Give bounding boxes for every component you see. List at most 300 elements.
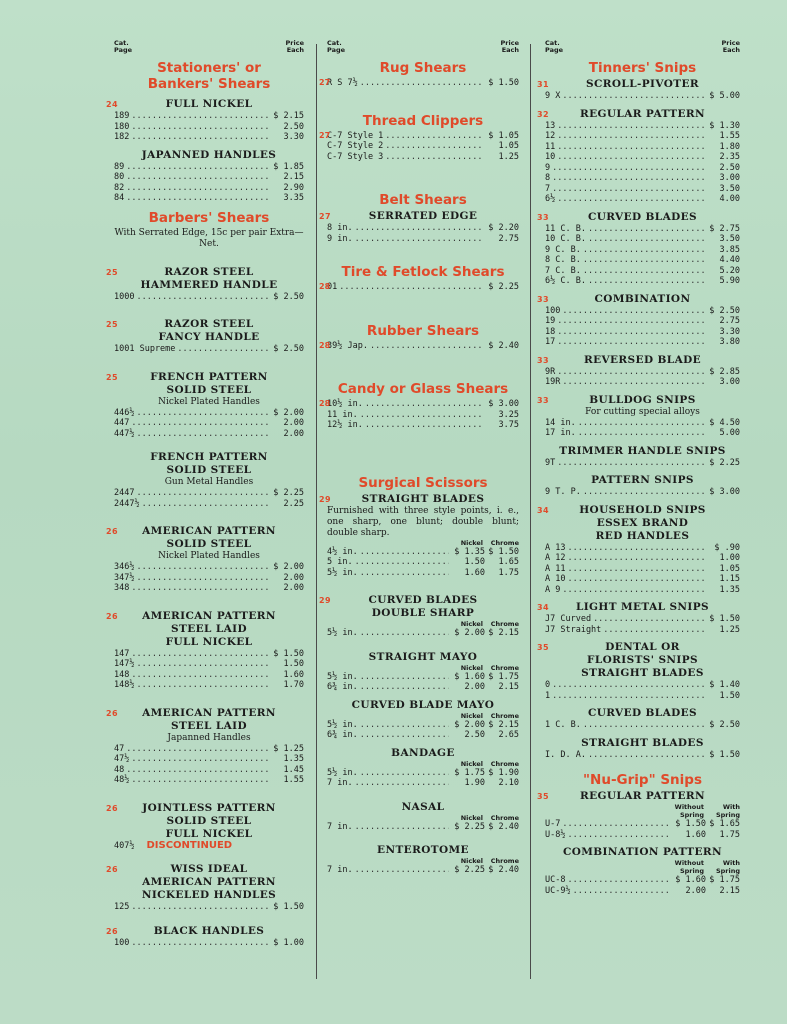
- price-row: [114, 193, 304, 204]
- price-row: [545, 819, 740, 830]
- subsection-title: COMBINATION PATTERN: [562, 846, 723, 858]
- price: 2.25: [283, 498, 304, 509]
- dot-leader: [552, 680, 704, 691]
- catalog-number: 11 in.: [327, 409, 358, 420]
- price-chrome: $ 2.40: [488, 821, 519, 832]
- dot-leader: [131, 122, 268, 133]
- price: 1.50: [283, 659, 304, 669]
- price-nickel: $ 1.75: [454, 767, 485, 778]
- catalog-number: 48½: [114, 775, 130, 785]
- catalog-number: A 11: [545, 563, 566, 574]
- price: 3.35: [283, 193, 304, 203]
- price-row: [114, 183, 304, 194]
- price-row: [545, 163, 740, 174]
- catalog-number: 447½: [114, 428, 135, 439]
- price-nickel: 1.60: [685, 829, 706, 840]
- price-row: [327, 78, 519, 89]
- section-title: Rug Shears: [379, 60, 467, 76]
- subsection-title: 33 REVERSED BLADE: [537, 353, 702, 366]
- price: 1.05: [719, 563, 740, 574]
- column-header: Cat. Page Price Each: [114, 39, 304, 54]
- dot-leader: [385, 131, 483, 142]
- dot-leader: [588, 234, 704, 245]
- price: 2.00: [283, 418, 304, 428]
- price-row: [327, 420, 519, 431]
- catalog-number: 17: [545, 337, 556, 347]
- price-row: [327, 768, 519, 779]
- price: $ 2.75: [709, 223, 740, 234]
- price-row: [327, 223, 519, 234]
- catalog-number: A 10: [545, 574, 566, 584]
- price-row: [327, 152, 519, 163]
- catalog-number: 7 in.: [327, 821, 353, 832]
- price: 3.30: [719, 326, 740, 337]
- price-row: [114, 670, 304, 681]
- price-row: [545, 377, 740, 388]
- section-title: Tire & Fetlock Shears: [341, 264, 505, 280]
- catalog-number: 12: [545, 131, 556, 141]
- price: 3.25: [498, 409, 519, 420]
- catalog-number: 17 in.: [545, 428, 576, 438]
- subsection-title: CURVED BLADE MAYO: [351, 698, 495, 711]
- dot-leader: [360, 78, 483, 89]
- price: $ 2.50: [709, 720, 740, 730]
- dot-leader: [360, 628, 449, 639]
- price-row: [545, 691, 740, 702]
- subsection-title: STRAIGHT MAYO: [368, 650, 478, 663]
- price-row: [114, 583, 304, 594]
- price-row: [114, 344, 304, 355]
- dot-leader: [552, 173, 704, 184]
- dot-leader: [365, 420, 483, 431]
- catalog-number: 125: [114, 902, 130, 912]
- catalog-number: 347½: [114, 572, 135, 583]
- catalog-number: 182: [114, 132, 130, 142]
- dot-leader: [355, 778, 449, 789]
- dot-leader: [567, 875, 670, 886]
- price: 5.00: [719, 428, 740, 438]
- catalog-number: 7 in.: [327, 778, 353, 788]
- price-row: [545, 142, 740, 153]
- price-chrome: $ 1.65: [709, 819, 740, 829]
- price-chrome: $ 2.40: [488, 865, 519, 875]
- dot-leader: [360, 568, 449, 579]
- catalog-number: 100: [114, 937, 130, 948]
- dot-leader: [136, 680, 268, 691]
- dot-leader: [593, 614, 704, 625]
- dot-leader: [562, 306, 704, 317]
- dot-leader: [126, 162, 268, 173]
- catalog-number: 0: [545, 680, 551, 690]
- catalog-number: 2447: [114, 488, 135, 498]
- dot-leader: [552, 691, 704, 702]
- price-row: [545, 625, 740, 636]
- price-row: [545, 121, 740, 132]
- dot-leader: [136, 488, 268, 499]
- column-header: Cat. Page Price Each: [545, 39, 740, 54]
- price-nickel: 2.00: [464, 682, 485, 692]
- price-row: [545, 428, 740, 439]
- dot-leader: [557, 337, 704, 348]
- price-chrome: 1.75: [719, 829, 740, 840]
- dot-leader: [385, 152, 483, 163]
- price-row: [114, 680, 304, 691]
- dot-leader: [142, 499, 268, 510]
- dot-leader: [131, 418, 268, 429]
- subsection-title: NASAL: [401, 800, 445, 813]
- catalog-number: 13: [545, 120, 556, 131]
- dot-leader: [370, 341, 483, 352]
- section-title: Belt Shears: [379, 192, 467, 208]
- catalog-number: 148½: [114, 680, 135, 690]
- catalog-number: A 12: [545, 553, 566, 563]
- dot-leader: [567, 574, 704, 585]
- price-row: [114, 418, 304, 429]
- catalog-number: 348: [114, 583, 130, 593]
- price: $ 2.15: [273, 111, 304, 121]
- price-nickel: $ 1.35: [454, 546, 485, 557]
- dot-leader: [131, 132, 268, 143]
- price-row: [545, 316, 740, 327]
- dot-leader: [567, 564, 704, 575]
- price: $ 2.50: [709, 305, 740, 316]
- price-row: [545, 194, 740, 205]
- dot-leader: [360, 672, 449, 683]
- price-row: [545, 564, 740, 575]
- catalog-number: 84: [114, 193, 125, 203]
- price-row: [545, 886, 740, 897]
- catalog-number: 447: [114, 418, 130, 428]
- subsection-title: 26 JOINTLESS PATTERN SOLID STEEL FULL NICKEL: [106, 801, 276, 840]
- dot-leader: [355, 822, 449, 833]
- price-row: [114, 292, 304, 303]
- dot-leader: [126, 744, 268, 755]
- price-row: [327, 341, 519, 352]
- dot-leader: [131, 754, 268, 765]
- price: 2.75: [498, 233, 519, 244]
- dot-leader: [583, 720, 704, 731]
- subsection-title: 35 REGULAR PATTERN: [537, 790, 706, 802]
- price-chrome: 2.15: [498, 682, 519, 692]
- catalog-number: 148: [114, 669, 130, 680]
- price-row: [545, 585, 740, 596]
- price: 5.20: [719, 265, 740, 276]
- catalog-number: UC-9½: [545, 885, 571, 896]
- dot-leader: [136, 408, 268, 419]
- price-row: [114, 775, 304, 786]
- subsection-title: ENTEROTOME: [377, 844, 469, 856]
- price-row: [545, 224, 740, 235]
- subsection-title: 34 HOUSEHOLD SNIPS ESSEX BRAND RED HANDLES: [537, 503, 706, 542]
- price: 1.70: [283, 680, 304, 690]
- catalog-number: 7 in.: [327, 865, 353, 875]
- dot-leader: [552, 184, 704, 195]
- catalog-number: 6½: [545, 194, 556, 204]
- price-row: [327, 399, 519, 410]
- dot-leader: [136, 659, 268, 670]
- price-chrome: 1.65: [498, 557, 519, 567]
- price-row: [114, 429, 304, 440]
- subsection-title: STRAIGHT BLADES: [581, 736, 704, 749]
- note: With Serrated Edge, 15c per pair Extra—Net.: [114, 227, 304, 249]
- price: 1.50: [719, 690, 740, 701]
- price-chrome: $ 1.75: [488, 671, 519, 682]
- dot-leader: [360, 410, 483, 421]
- price: $ 2.00: [273, 562, 304, 572]
- catalog-number: 6¾ in.: [327, 682, 358, 692]
- price: 3.00: [719, 173, 740, 183]
- price: $ .90: [714, 542, 740, 553]
- subsection-title: CURVED BLADES: [587, 707, 698, 719]
- catalog-number: 11: [545, 141, 556, 152]
- price-row: 407½ DISCONTINUED: [114, 839, 233, 851]
- price-row: [114, 499, 304, 510]
- note: Furnished with three style points, i. e., one sharp, one blunt; double blunt; double sharp.: [327, 505, 519, 538]
- price-row: [327, 141, 519, 152]
- price: $ 2.00: [273, 407, 304, 418]
- catalog-number: 80: [114, 172, 125, 182]
- price-row: [327, 672, 519, 683]
- price: $ 2.50: [273, 291, 304, 302]
- price-row: [545, 131, 740, 142]
- catalog-number: 1: [545, 690, 551, 701]
- catalog-number: 180: [114, 121, 130, 132]
- price-nickel: $ 1.60: [454, 671, 485, 682]
- price-row: [327, 865, 519, 876]
- price: $ 1.00: [273, 937, 304, 948]
- dot-leader: [573, 886, 670, 897]
- dot-leader: [355, 234, 483, 245]
- price: 1.35: [283, 754, 304, 764]
- catalog-number: 4½ in.: [327, 546, 358, 557]
- section-title: Stationers' or Bankers' Shears: [147, 60, 271, 92]
- price: $ 2.25: [273, 488, 304, 498]
- subsection-title: 33 BULLDOG SNIPS: [537, 393, 696, 406]
- dot-leader: [552, 163, 704, 174]
- dot-leader: [557, 131, 704, 142]
- discontinued-label: DISCONTINUED: [146, 839, 233, 851]
- subsection-title: 29 CURVED BLADES DOUBLE SHARP: [319, 594, 478, 619]
- dot-leader: [588, 750, 704, 761]
- dot-leader: [583, 487, 704, 498]
- catalog-number: 14 in.: [545, 417, 576, 428]
- price-row: [327, 682, 519, 693]
- price-row: [545, 543, 740, 554]
- dot-leader: [583, 266, 704, 277]
- price-chrome: 2.15: [719, 885, 740, 896]
- catalog-number: 39½ Jap.: [327, 340, 368, 351]
- subsection-title: PATTERN SNIPS: [591, 474, 694, 486]
- column-divider: [530, 44, 531, 979]
- price-nickel: $ 1.50: [675, 819, 706, 829]
- subsection-title: BANDAGE: [391, 746, 455, 759]
- dot-leader: [131, 111, 268, 122]
- subsection-title: JAPANNED HANDLES: [141, 148, 277, 161]
- catalog-number: 11 C. B.: [545, 223, 586, 234]
- price: $ 3.00: [488, 399, 519, 409]
- catalog-number: 2447½: [114, 498, 140, 509]
- dot-leader: [588, 224, 704, 235]
- price-chrome: $ 1.75: [709, 875, 740, 885]
- dot-leader: [131, 902, 268, 913]
- dot-leader: [562, 819, 670, 830]
- price-row: [545, 152, 740, 163]
- price-row: [545, 173, 740, 184]
- price-row: [545, 418, 740, 429]
- price-chrome: 2.65: [498, 730, 519, 740]
- price-row: [327, 730, 519, 741]
- dot-leader: [136, 562, 268, 573]
- column-3: Cat. Page Price Each Tinners' Snips 31 SCROLL-PIVOTER 9 X ..... $ 5.00 32 REGULAR PATTERN 13 ..... $ 1.30 12 ..... 1.55 11 ..... 1.80 10 ..... 2.35 9 ..... 2.50 8 ..... 3.00 7 ..... 3.50 6½ ..... 4.00 33 CURVED BLADES 11 C. B. ..... $ 2.75 10 C. B. ..... 3.50 9 C. B. ..... 3.85 8 C. B. ..... 4.40 7 C. B. ..... 5.20 6½ C. B. ..... 5.90 33 COMBINATION 100 ..... $ 2.50 19 ..... 2.75 18 ..... 3.30 17 ..... 3.80 33 REVERSED BLADE 9R ..... $ 2.85 19R ..... 3.00 33 BULLDOG SNIPS For cutting special alloys 14 in. ..... $ 4.50 17 in. ..... 5.00 TRIMMER HANDLE SNIPS 9T ..... $ 2.25 PATTERN SNIPS 9 T. P. ..... $ 3.00 34 HOUSEHOLD SNIPS ESSEX BRAND RED HANDLES A 13 ..... $ .90 A 12 ..... 1.00 A 11 ..... 1.05 A 10 ..... 1.15 A 9 ..... 1.35 34 LIGHT METAL SNIPS J7 Curved ..... $ 1.50 J7 Straight ..... 1.25 35 DENTAL OR FLORISTS' SNIPS STRAIGHT BLADES 0 ..... $ 1.40 1 ..... 1.50 CURVED BLADES 1 C. B. ..... $ 2.50 STRAIGHT BLADES I. D. A. ..... $ 1.50 "Nu-Grip" Snips 35 REGULAR PATTERN Without With Spring Spring U-7 ..... $ 1.50 $ 1.65 U-8½ ..... 1.60 1.75 COMBINATION PATTERN Without With Spring Spring UC-8 ..... $ 1.60 $ 1.75 UC-9½ ..... 2.00 2.15: [545, 40, 740, 896]
- catalog-number: U-8½: [545, 829, 566, 840]
- dot-leader: [126, 172, 268, 183]
- section-title: "Nu-Grip" Snips: [583, 772, 702, 788]
- price: $ 1.05: [488, 130, 519, 141]
- dot-leader: [557, 458, 704, 469]
- price: 2.00: [283, 572, 304, 583]
- dot-leader: [131, 670, 268, 681]
- price-nickel: $ 2.00: [454, 719, 485, 730]
- dot-leader: [562, 377, 704, 388]
- price-row: [327, 628, 519, 639]
- catalog-number: 9: [545, 162, 551, 173]
- subsection-title: 25 RAZOR STEEL HAMMERED HANDLE: [106, 265, 278, 291]
- price: 2.90: [283, 182, 304, 193]
- catalog-number: 47: [114, 743, 125, 754]
- catalog-number: 47½: [114, 754, 130, 764]
- catalog-number: 10: [545, 152, 556, 162]
- dot-leader: [131, 938, 268, 949]
- section-title: Tinners' Snips: [588, 60, 697, 76]
- price-row: [545, 255, 740, 266]
- dot-leader: [131, 775, 268, 786]
- dot-leader: [588, 276, 704, 287]
- catalog-number: 12½ in.: [327, 420, 363, 430]
- dot-leader: [562, 585, 704, 596]
- price: $ 1.40: [709, 680, 740, 690]
- column-divider: [316, 44, 317, 979]
- subsection-title: 27 SERRATED EDGE: [319, 210, 478, 222]
- price-row: [545, 367, 740, 378]
- subsection-title: 26 WISS IDEAL AMERICAN PATTERN NICKELED HANDLES: [106, 863, 277, 901]
- price-row: [114, 754, 304, 765]
- price-row: [327, 234, 519, 245]
- catalog-number: 8 in.: [327, 223, 353, 233]
- catalog-number: 48: [114, 764, 125, 775]
- catalog-number: 100: [545, 305, 561, 316]
- dot-leader: [360, 720, 449, 731]
- dot-leader: [177, 344, 268, 355]
- dot-leader: [360, 768, 449, 779]
- price: 3.50: [719, 234, 740, 244]
- price-row: [545, 680, 740, 691]
- price-chrome: 1.75: [498, 567, 519, 578]
- price-row: [327, 822, 519, 833]
- price: 1.25: [719, 624, 740, 635]
- catalog-number: 9R: [545, 366, 556, 377]
- price: 1.00: [719, 553, 740, 563]
- price-row: [114, 744, 304, 755]
- price-row: [327, 131, 519, 142]
- price-row: [327, 568, 519, 579]
- price-row: [545, 327, 740, 338]
- catalog-number: I. D. A.: [545, 749, 586, 760]
- price-row: [545, 458, 740, 469]
- subsection-title: 32 REGULAR PATTERN: [537, 107, 706, 120]
- dot-leader: [562, 91, 704, 102]
- catalog-number: 01: [327, 282, 338, 292]
- catalog-number: R S 7½: [327, 78, 358, 88]
- subsection-title: 26 BLACK HANDLES: [106, 924, 265, 937]
- price-row: [545, 875, 740, 886]
- price: $ 4.50: [709, 417, 740, 428]
- price-nickel: $ 1.60: [675, 875, 706, 885]
- price: 2.75: [719, 316, 740, 326]
- dot-leader: [567, 553, 704, 564]
- catalog-number: UC-8: [545, 875, 566, 885]
- subsection-title: 26 AMERICAN PATTERN STEEL LAID FULL NICKEL: [106, 609, 276, 648]
- catalog-number: 8 C. B.: [545, 255, 581, 265]
- dot-leader: [126, 765, 268, 776]
- price-row: [545, 184, 740, 195]
- price: $ 2.50: [273, 344, 304, 354]
- catalog-number: 5 in.: [327, 557, 353, 567]
- dot-leader: [355, 223, 483, 234]
- price: 3.50: [719, 183, 740, 194]
- catalog-number: C-7 Style 2: [327, 141, 384, 151]
- price-row: [114, 122, 304, 133]
- price-nickel: $ 2.25: [454, 821, 485, 832]
- price-row: [327, 557, 519, 568]
- section-title: Candy or Glass Shears: [337, 381, 509, 397]
- section-title: Barbers' Shears: [148, 209, 270, 226]
- price-row: [545, 245, 740, 256]
- catalog-number: 89: [114, 161, 125, 172]
- price-row: [545, 266, 740, 277]
- dot-leader: [365, 399, 483, 410]
- price: 1.80: [719, 141, 740, 152]
- catalog-number: J7 Curved: [545, 614, 592, 624]
- catalog-number: A 9: [545, 584, 561, 595]
- price: 3.80: [719, 337, 740, 347]
- price-row: [114, 765, 304, 776]
- price: 1.15: [719, 574, 740, 584]
- section-title: Rubber Shears: [366, 322, 480, 339]
- price-row: [545, 276, 740, 287]
- price-chrome: $ 2.15: [488, 628, 519, 638]
- price: 2.50: [283, 121, 304, 132]
- price: 1.35: [719, 584, 740, 595]
- dot-leader: [557, 142, 704, 153]
- catalog-number: 6¾ in.: [327, 730, 358, 740]
- price: $ 1.50: [709, 749, 740, 760]
- price-nickel: 1.60: [464, 567, 485, 578]
- price: 2.15: [283, 172, 304, 182]
- catalog-number: U-7: [545, 819, 561, 829]
- price-row: [327, 547, 519, 558]
- price: $ 1.50: [273, 902, 304, 912]
- price-nickel: $ 2.00: [454, 628, 485, 638]
- price-row: [114, 408, 304, 419]
- price: $ 1.50: [273, 648, 304, 659]
- price-row: [545, 830, 740, 841]
- dot-leader: [567, 830, 670, 841]
- subsection-title: 26 AMERICAN PATTERN STEEL LAID: [106, 706, 276, 732]
- subsection-title: 24 FULL NICKEL: [106, 98, 253, 110]
- section-title: Surgical Scissors: [358, 474, 488, 491]
- price: $ 2.85: [709, 366, 740, 377]
- price-row: [114, 573, 304, 584]
